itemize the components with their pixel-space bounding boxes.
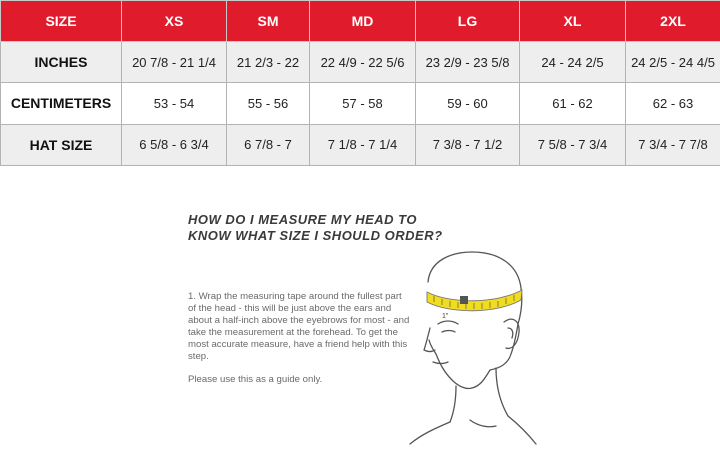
table-cell: 7 1/8 - 7 1/4 <box>310 124 416 165</box>
row-label: HAT SIZE <box>1 124 122 165</box>
size-header-row <box>1 1 720 42</box>
table-cell: 6 7/8 - 7 <box>227 124 310 165</box>
table-row-inches <box>1 42 720 83</box>
table-cell: 6 5/8 - 6 3/4 <box>122 124 227 165</box>
guide-disclaimer: Please use this as a guide only. <box>188 374 323 385</box>
header-xs: XS <box>122 1 227 42</box>
table-cell: 23 2/9 - 23 5/8 <box>416 42 520 83</box>
table-cell: 20 7/8 - 21 1/4 <box>122 42 227 83</box>
header-size: SIZE <box>1 1 122 42</box>
table-cell: 24 - 24 2/5 <box>520 42 626 83</box>
table-row-centimeters <box>1 83 720 124</box>
header-2xl: 2XL <box>626 1 720 42</box>
table-cell: 22 4/9 - 22 5/6 <box>310 42 416 83</box>
table-row-hat-size <box>1 124 720 165</box>
measure-step-1: 1. Wrap the measuring tape around the fullest part of the head - this will be just above the ears and about a half-inch above the eyebrows for most - and take the measurement at the forehead. To get the most accurate measure, have a friend help with this step. <box>188 291 410 362</box>
table-cell: 59 - 60 <box>416 83 520 124</box>
row-label: INCHES <box>1 42 122 83</box>
title-line-1: HOW DO I MEASURE MY HEAD TO <box>188 212 417 227</box>
table-cell: 7 3/4 - 7 7/8 <box>626 124 720 165</box>
table-cell: 55 - 56 <box>227 83 310 124</box>
table-cell: 53 - 54 <box>122 83 227 124</box>
table-cell: 61 - 62 <box>520 83 626 124</box>
head-measuring-tape-icon <box>400 240 540 446</box>
size-chart-table <box>0 0 720 166</box>
table-cell: 24 2/5 - 24 4/5 <box>626 42 720 83</box>
table-cell: 21 2/3 - 22 <box>227 42 310 83</box>
table-cell: 62 - 63 <box>626 83 720 124</box>
header-sm: SM <box>227 1 310 42</box>
title-line-2: KNOW WHAT SIZE I SHOULD ORDER? <box>188 228 443 243</box>
table-cell: 7 3/8 - 7 1/2 <box>416 124 520 165</box>
table-cell: 7 5/8 - 7 3/4 <box>520 124 626 165</box>
row-label: CENTIMETERS <box>1 83 122 124</box>
table-cell: 57 - 58 <box>310 83 416 124</box>
tape-inch-mark: 1" <box>442 313 449 320</box>
header-lg: LG <box>416 1 520 42</box>
header-xl: XL <box>520 1 626 42</box>
header-md: MD <box>310 1 416 42</box>
